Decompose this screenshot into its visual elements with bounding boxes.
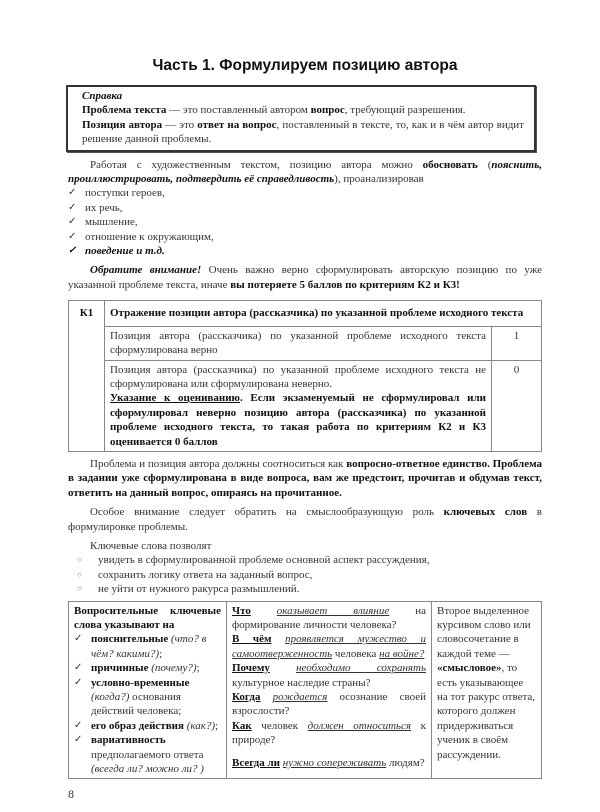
- text: ключевых слов: [443, 506, 528, 519]
- text: (когда?): [91, 691, 130, 704]
- text: Работая с художественным текстом, позицию автора можно: [90, 158, 423, 171]
- text: (что? в чём? какими?): [91, 633, 207, 660]
- attention-paragraph: [68, 263, 542, 292]
- list-item: [74, 676, 221, 719]
- text: — это: [162, 118, 198, 131]
- question: [232, 690, 426, 719]
- keyword-types-cell: [69, 601, 227, 779]
- question: [232, 604, 426, 633]
- example-questions-cell: [227, 601, 432, 779]
- body-section: [68, 457, 542, 597]
- text: основания действий человека;: [91, 691, 182, 718]
- list-item: ○ не уйти от нужного ракурса размышлений.: [68, 582, 542, 596]
- table-row: [69, 326, 542, 360]
- page-title: Часть 1. Формулируем позицию автора: [152, 57, 458, 74]
- text: в формулировке проблемы.: [68, 506, 542, 533]
- text: ), проанализировав: [334, 173, 424, 186]
- text: , поставленный в тексте, то, как и в чём автор видит решение данной проблемы.: [82, 118, 524, 146]
- text: условно-временные: [91, 676, 190, 689]
- text: (: [477, 158, 492, 171]
- list-item: ✓ отношение к окружающим,: [68, 230, 542, 244]
- text: Проблема и позиция автора должны соотноситься как: [90, 457, 347, 470]
- text: на войне?: [379, 647, 425, 660]
- note-text: . Если экзаменуемый не сформулировал или сформулировал неверно позицию автора (рассказчика) по указанной проблеме исходного текста, то такая работа по критериям К2 и К3 оценивается 0 баллов: [110, 392, 486, 448]
- text: пояснить, проиллюстрировать, подтвердить её справедливость: [68, 158, 542, 186]
- list-item: ✓ поступки героев,: [68, 186, 542, 200]
- question: [232, 661, 426, 690]
- paragraph: [68, 457, 542, 500]
- text: (почему?): [151, 662, 197, 675]
- text: (всегда ли? можно ли? ): [91, 763, 204, 776]
- page: [68, 0, 542, 812]
- text: оказывает влияние: [276, 604, 390, 617]
- criteria-score: 0: [492, 360, 542, 451]
- text: «смысловое»: [437, 662, 502, 675]
- text: Как: [232, 719, 252, 732]
- text: Обратите внимание!: [90, 264, 202, 277]
- question: [232, 719, 426, 748]
- list-item: ✓ их речь,: [68, 201, 542, 215]
- text: ;: [215, 719, 219, 732]
- list-item: [74, 661, 221, 675]
- text: человек: [251, 719, 308, 732]
- paragraph: Ключевые слова позволят: [90, 539, 212, 552]
- text: человека: [332, 647, 380, 660]
- text: В чём: [232, 633, 272, 646]
- list-item: ✓ поведение и т.д.: [68, 244, 542, 258]
- text: , требующий разрешения.: [344, 104, 466, 117]
- checklist: [68, 186, 542, 258]
- semantic-word-cell: [432, 601, 542, 779]
- text: его образ действия: [91, 719, 184, 732]
- text: осознание своей взрослости?: [232, 691, 426, 718]
- text: пояснительные: [91, 633, 169, 646]
- question: [232, 756, 426, 770]
- text: культурное наследие страны?: [232, 676, 371, 689]
- criteria-heading: Отражение позиции автора (рассказчика) по указанной проблеме исходного текста: [110, 307, 524, 320]
- text: вопросно-ответное единство. Проблема в задании уже сформулирована в виде вопроса, вам же предстоит, прочитав и обдумав текст, ответить на данный вопрос, опираясь на прочитанное.: [68, 457, 542, 499]
- text: причинные: [91, 662, 149, 675]
- text: ;: [196, 662, 200, 675]
- text: должен относиться: [307, 719, 412, 732]
- keywords-table: [68, 601, 542, 780]
- text: людям?: [386, 756, 425, 769]
- text: обосновать: [422, 158, 478, 171]
- paragraph: [68, 505, 542, 534]
- question: [232, 632, 426, 661]
- intro-section: [68, 158, 542, 293]
- text: нужно сопереживать: [282, 756, 387, 769]
- text: Почему: [232, 662, 270, 675]
- text: к природе?: [232, 719, 426, 747]
- text: Особое внимание следует обратить на смыслообразующую роль: [90, 506, 444, 519]
- text: Вопросительные ключевые слова указывают на: [74, 604, 221, 631]
- text: Всегда ли: [232, 756, 281, 769]
- list-item: [74, 632, 221, 661]
- text: вариативность: [91, 734, 166, 747]
- criteria-text: Позиция автора (рассказчика) по указанной проблеме исходного текста сформулирована верно: [105, 326, 492, 360]
- text: Что: [232, 604, 251, 617]
- definition-position: [82, 118, 524, 147]
- definition-problem: [82, 103, 524, 117]
- text: , то есть указывающее на тот ракурс ответа, которого должен придерживаться ученик в своём рассуждении.: [437, 662, 536, 761]
- text: — это поставленный автором: [166, 104, 311, 117]
- text: Второе выделенное курсивом слово или словосочетание в каждой теме —: [437, 604, 531, 660]
- list-item: ○ сохранить логику ответа на заданный вопрос,: [68, 568, 542, 582]
- term: вопрос: [310, 104, 345, 117]
- list-item: [74, 733, 221, 776]
- text: Когда: [232, 691, 261, 704]
- intro-paragraph: [68, 158, 542, 187]
- criteria-code: К1: [79, 307, 94, 320]
- criteria-table: [68, 300, 542, 452]
- note-label: Указание к оцениванию: [110, 392, 240, 405]
- list-item: [74, 719, 221, 733]
- text: рождается: [272, 691, 328, 704]
- text: вы потеряете 5 баллов по критериям К2 и К3!: [230, 278, 460, 291]
- text: Очень важно верно сформулировать авторскую позицию по уже указанной проблеме текста, иначе: [68, 264, 542, 291]
- table-row: [69, 360, 542, 451]
- reference-box: [66, 85, 536, 152]
- list-item: ○ увидеть в сформулированной проблеме основной аспект рассуждения,: [68, 553, 542, 567]
- list-item: ✓ мышление,: [68, 215, 542, 229]
- criteria-score: 1: [492, 326, 542, 360]
- text: ;: [159, 647, 163, 660]
- criteria-text: Позиция автора (рассказчика) по указанной проблеме исходного текста не сформулирована или сформулирована неверно.: [110, 363, 486, 390]
- text: предполагаемого ответа: [91, 748, 204, 761]
- text: на формирование личности человека?: [232, 604, 426, 631]
- text: необходимо сохранять: [296, 662, 426, 675]
- circle-list: [68, 553, 542, 596]
- text: (как?): [186, 719, 216, 732]
- term: ответ на вопрос: [197, 118, 277, 131]
- reference-heading: Справка: [82, 90, 123, 102]
- page-number: 8: [68, 787, 74, 802]
- term: Позиция автора: [82, 118, 163, 131]
- text: проявляется мужество и самоотверженность: [232, 633, 426, 660]
- term: Проблема текста: [82, 104, 167, 117]
